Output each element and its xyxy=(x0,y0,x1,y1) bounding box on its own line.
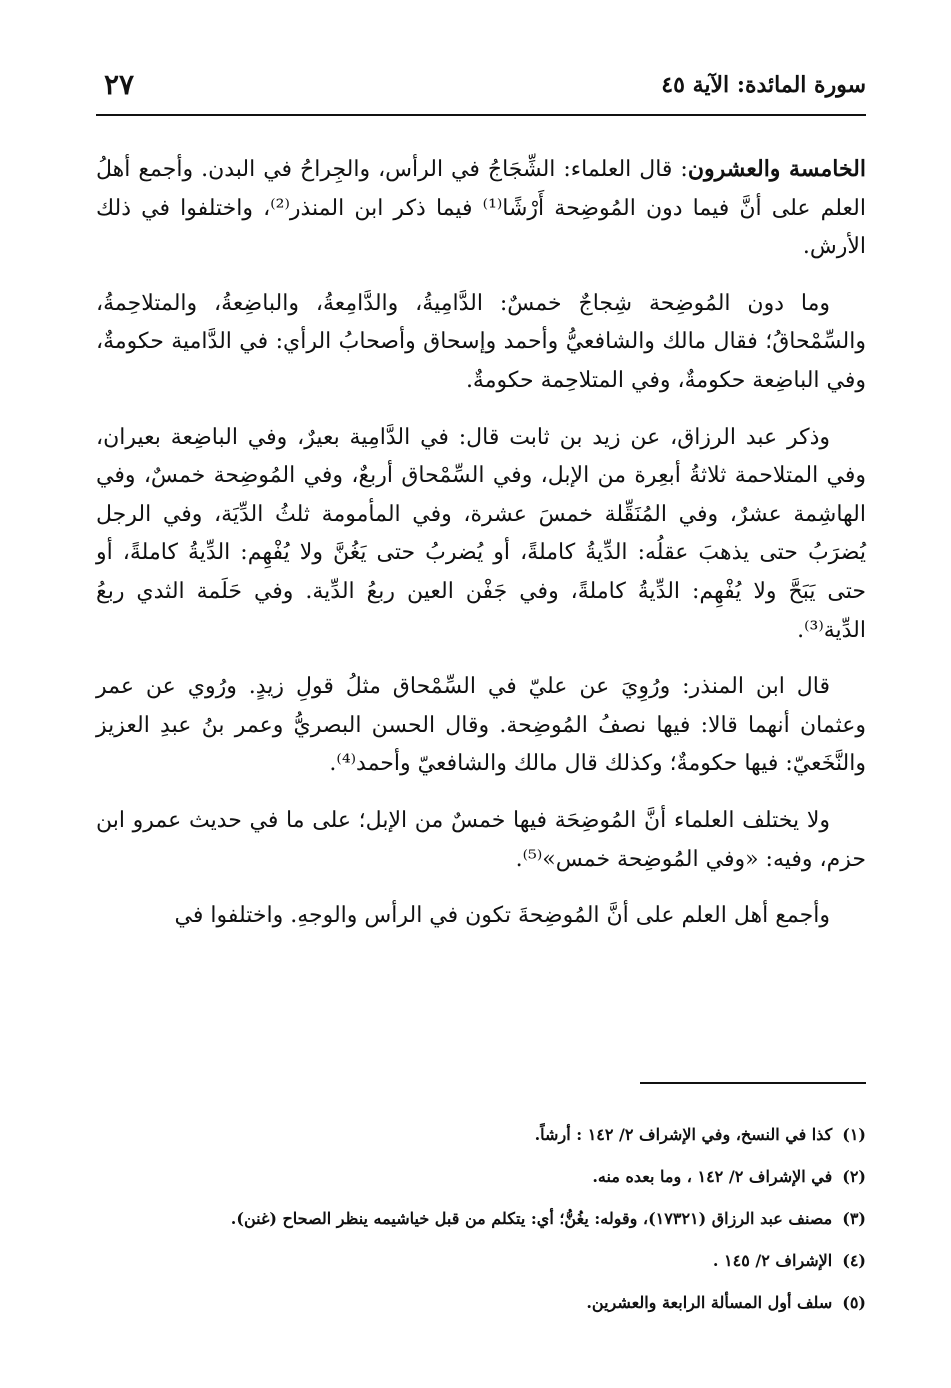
page-number: ٢٧ xyxy=(104,68,135,101)
paragraph-4: قال ابن المنذر: ورُوِيَ عن عليّ في السِّمْحاق مثلُ قولِ زيدٍ. ورُوي عن عمر وعثمان أنهما قالا: فيها نصفُ المُوضِحة. وقال الحسن البصريُّ وعمر بنُ عبدِ العزيز والنَّخَعيّ: فيها حكومةٌ؛ وكذلك قال مالك والشافعيّ وأحمد⁽⁴⁾. xyxy=(96,674,866,777)
footnote-1 xyxy=(96,1114,866,1156)
footnote-5 xyxy=(96,1282,866,1324)
footnote-3 xyxy=(96,1198,866,1240)
footnote-text: الإشراف ٢/ ١٤٥ . xyxy=(712,1251,833,1270)
issue-heading: الخامسة والعشرون xyxy=(687,156,866,182)
paragraph-6: وأجمع أهل العلم على أنَّ المُوضِحةَ تكون في الرأس والوجهِ. واختلفوا في xyxy=(174,903,830,929)
footnote-text: مصنف عبد الرزاق (١٧٣٢١)، وقوله: يغُنُّ؛ أي: يتكلم من قبل خياشيمه ينظر الصحاح (غنن). xyxy=(230,1209,833,1228)
footnote-text: في الإشراف ٢/ ١٤٢ ، وما بعده منه. xyxy=(592,1167,833,1186)
paragraph-5: ولا يختلف العلماء أنَّ المُوضِحَة فيها خمسٌ من الإبل؛ على ما في حديث عمرو ابن حزم، وفيه: «وفي المُوضِحة خمس»⁽⁵⁾. xyxy=(96,807,866,872)
footnote-4 xyxy=(96,1240,866,1282)
footnote-marker: (٥) xyxy=(842,1293,866,1312)
footnote-2 xyxy=(96,1156,866,1198)
footnote-text: سلف أول المسألة الرابعة والعشرين. xyxy=(586,1293,833,1312)
footnotes xyxy=(96,1114,866,1324)
paragraph-1 xyxy=(96,150,866,267)
running-title: سورة المائدة: الآية ٤٥ xyxy=(661,72,866,98)
footnote-separator xyxy=(640,1082,866,1084)
page-header xyxy=(96,60,866,110)
header-rule xyxy=(96,114,866,116)
footnote-text: كذا في النسخ، وفي الإشراف ٢/ ١٤٢ : أرشاً. xyxy=(534,1125,833,1144)
main-text xyxy=(96,150,866,954)
footnote-marker: (٤) xyxy=(842,1251,866,1270)
paragraph-1-text: : قال العلماء: الشِّجَاجُ في الرأس، والجِراحُ في البدن. وأجمع أهلُ العلم على أنَّ فيما دون المُوضِحة أَرْشًا⁽¹⁾ فيما ذكر ابن المنذر⁽²⁾، واختلفوا في ذلك الأرش. xyxy=(96,157,866,260)
footnote-marker: (٣) xyxy=(842,1209,866,1228)
footnote-marker: (١) xyxy=(842,1125,866,1144)
paragraph-2: وما دون المُوضِحة شِجاجٌ خمسٌ: الدَّامِيةُ، والدَّامِعةُ، والباضِعةُ، والمتلاحِمةُ، والسِّمْحاقُ؛ فقال مالك والشافعيُّ وأحمد وإسحاق وأصحابُ الرأي: في الدَّامية حكومةٌ، وفي الباضِعة حكومةٌ، وفي المتلاحِمة حكومةٌ. xyxy=(96,290,866,393)
footnote-marker: (٢) xyxy=(842,1167,866,1186)
paragraph-3: وذكر عبد الرزاق، عن زيد بن ثابت قال: في الدَّامِية بعيرٌ، وفي الباضِعة بعيران، وفي المتلاحمة ثلاثةُ أبعِرة من الإبل، وفي السِّمْحاق أربعٌ، وفي المُوضِحة خمسٌ، وفي الهاشِمة عشرٌ، وفي المُنَقِّلة خمسَ عشرة، وفي المأمومة ثلثُ الدِّيَة، وفي الرجل يُضرَبُ حتى يذهبَ عقلُه: الدِّيةُ كاملةً، أو يُضربُ حتى يَغُنَّ ولا يُفْهِم: الدِّيةُ كاملةً، أو حتى يَبَحَّ ولا يُفْهِم: الدِّيةُ كاملةً، وفي جَفْن العين ربعُ الدِّية. وفي حَلَمة الثدي ربعُ الدِّية⁽³⁾. xyxy=(96,424,866,643)
